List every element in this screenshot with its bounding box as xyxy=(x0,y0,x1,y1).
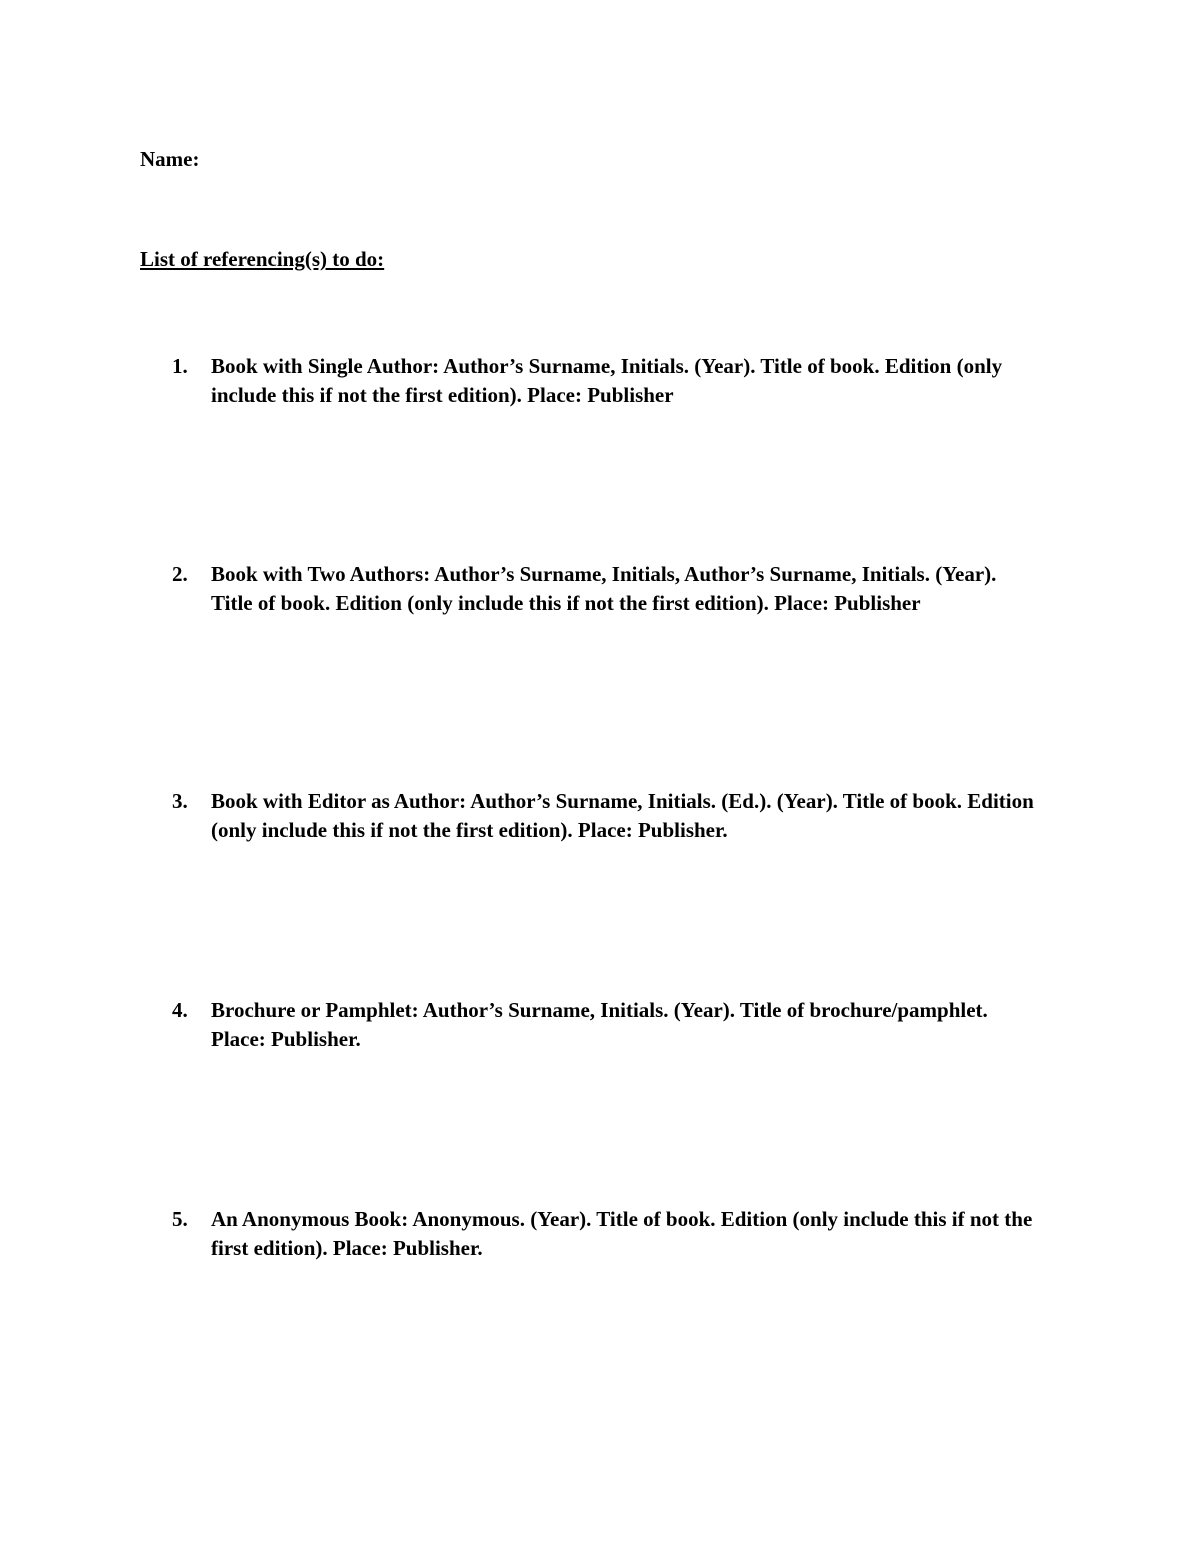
reference-item-text: An Anonymous Book: Anonymous. (Year). Title of book. Edition (only include this if not the first edition). Place: Publisher. xyxy=(211,1207,1033,1260)
reference-item-2 xyxy=(172,560,1042,618)
reference-item-3 xyxy=(172,787,1042,845)
reference-item-number: 1. xyxy=(172,354,188,378)
reference-item-4 xyxy=(172,996,1042,1054)
reference-item-number: 3. xyxy=(172,789,188,813)
reference-item-text: Book with Editor as Author: Author’s Surname, Initials. (Ed.). (Year). Title of book. Edition (only include this if not the first edition). Place: Publisher. xyxy=(211,789,1034,842)
reference-item-number: 2. xyxy=(172,562,188,586)
reference-item-text: Book with Single Author: Author’s Surname, Initials. (Year). Title of book. Edition (only include this if not the first edition). Place: Publisher xyxy=(211,354,1003,407)
reference-item-text: Book with Two Authors: Author’s Surname, Initials, Author’s Surname, Initials. (Year). Title of book. Edition (only include this if not the first edition). Place: Publisher xyxy=(211,562,997,615)
reference-item-number: 4. xyxy=(172,998,188,1022)
name-label: Name: xyxy=(140,147,200,171)
reference-item-5 xyxy=(172,1205,1042,1263)
reference-item-text: Brochure or Pamphlet: Author’s Surname, Initials. (Year). Title of brochure/pamphlet. Place: Publisher. xyxy=(211,998,988,1051)
reference-item-number: 5. xyxy=(172,1207,188,1231)
list-heading: List of referencing(s) to do: xyxy=(140,247,385,271)
reference-item-1 xyxy=(172,352,1042,410)
